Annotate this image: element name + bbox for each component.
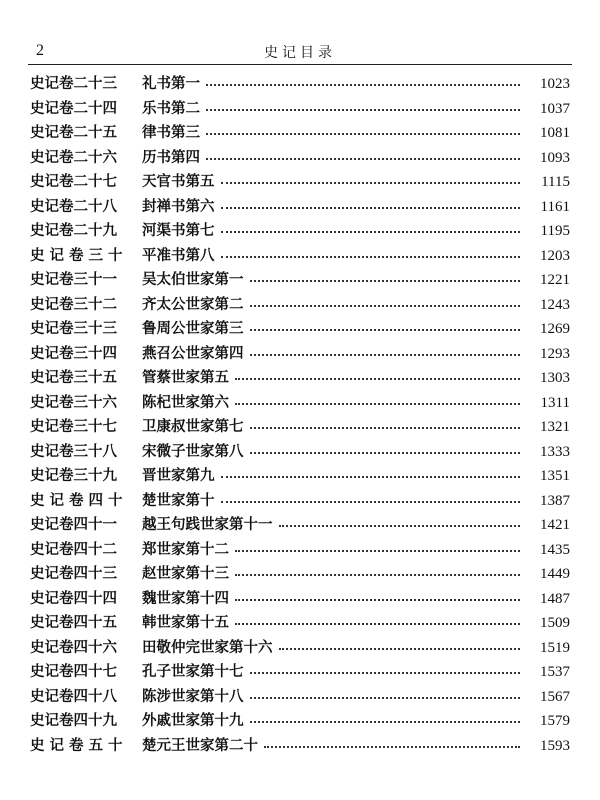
toc-entry-title: 宋微子世家第八 xyxy=(142,442,244,460)
toc-volume-label: 史记卷三十六 xyxy=(30,393,117,411)
toc-entry-title: 卫康叔世家第七 xyxy=(142,418,244,435)
dot-leader xyxy=(221,501,521,503)
toc-entry-title: 陈杞世家第六 xyxy=(142,393,229,411)
toc-volume-label: 史记卷三十七 xyxy=(30,418,117,435)
page-number: 2 xyxy=(36,42,44,59)
toc-entry-title: 魏世家第十四 xyxy=(142,589,229,607)
dot-leader xyxy=(250,721,521,723)
toc-volume-label: 史记卷四十九 xyxy=(30,712,117,729)
toc-row xyxy=(30,219,570,244)
toc-row xyxy=(30,391,570,416)
dot-leader xyxy=(235,550,520,552)
toc-page-number: 1487 xyxy=(540,590,570,607)
toc-page-number: 1351 xyxy=(540,468,570,484)
toc-row xyxy=(30,538,570,563)
toc-row xyxy=(30,170,570,195)
toc-volume-label: 史记卷三十四 xyxy=(30,344,117,362)
dot-leader xyxy=(250,280,521,282)
toc-entry-title: 郑世家第十二 xyxy=(142,540,229,558)
table-of-contents xyxy=(30,72,570,758)
toc-volume-label: 史记卷三十二 xyxy=(30,295,117,313)
toc-row xyxy=(30,440,570,465)
toc-row xyxy=(30,121,570,146)
toc-row xyxy=(30,709,570,734)
toc-entry-title: 燕召公世家第四 xyxy=(142,344,244,362)
toc-volume-label: 史记卷二十五 xyxy=(30,124,117,141)
toc-volume-label: 史记卷四十一 xyxy=(30,516,117,533)
toc-row xyxy=(30,97,570,122)
toc-volume-label: 史记卷四十六 xyxy=(30,638,117,656)
toc-entry-title: 楚元王世家第二十 xyxy=(142,736,258,754)
toc-page-number: 1161 xyxy=(540,198,570,215)
toc-row xyxy=(30,366,570,391)
toc-row xyxy=(30,660,570,685)
dot-leader xyxy=(235,623,520,625)
dot-leader xyxy=(221,182,521,184)
toc-volume-label: 史记卷三十一 xyxy=(30,271,117,288)
toc-page-number: 1579 xyxy=(540,713,570,729)
toc-entry-title: 韩世家第十五 xyxy=(142,614,229,631)
toc-volume-label: 史记卷三十八 xyxy=(30,442,117,460)
toc-page-number: 1449 xyxy=(540,566,570,582)
toc-page-number: 1333 xyxy=(540,443,570,460)
dot-leader xyxy=(221,207,521,209)
dot-leader xyxy=(250,427,521,429)
toc-row xyxy=(30,562,570,587)
dot-leader xyxy=(250,672,521,674)
dot-leader xyxy=(250,452,521,454)
toc-page-number: 1093 xyxy=(540,149,570,166)
toc-volume-label: 史记卷四十 xyxy=(30,491,128,509)
toc-volume-label: 史记卷二十六 xyxy=(30,148,117,166)
dot-leader xyxy=(235,403,520,405)
toc-entry-title: 礼书第一 xyxy=(142,75,200,92)
dot-leader xyxy=(250,329,521,331)
toc-entry-title: 天官书第五 xyxy=(142,173,215,190)
toc-page-number: 1221 xyxy=(540,272,570,288)
dot-leader xyxy=(235,574,520,576)
toc-entry-title: 河渠书第七 xyxy=(142,222,215,239)
toc-page-number: 1311 xyxy=(540,394,570,411)
toc-entry-title: 律书第三 xyxy=(142,124,200,141)
header-rule xyxy=(28,64,572,65)
toc-volume-label: 史记卷四十七 xyxy=(30,663,117,680)
toc-page-number: 1567 xyxy=(540,688,570,705)
toc-volume-label: 史记卷二十九 xyxy=(30,222,117,239)
toc-row xyxy=(30,244,570,269)
toc-volume-label: 史记卷三十三 xyxy=(30,320,117,337)
toc-volume-label: 史记卷四十二 xyxy=(30,540,117,558)
toc-page-number: 1023 xyxy=(540,76,570,92)
toc-page-number: 1387 xyxy=(540,492,570,509)
toc-row xyxy=(30,317,570,342)
toc-row xyxy=(30,415,570,440)
toc-page-number: 1243 xyxy=(540,296,570,313)
toc-page-number: 1037 xyxy=(540,100,570,117)
toc-volume-label: 史记卷四十四 xyxy=(30,589,117,607)
toc-row xyxy=(30,513,570,538)
toc-entry-title: 吴太伯世家第一 xyxy=(142,271,244,288)
toc-entry-title: 鲁周公世家第三 xyxy=(142,320,244,337)
toc-page-number: 1115 xyxy=(541,174,570,190)
toc-volume-label: 史记卷二十七 xyxy=(30,173,117,190)
toc-page-number: 1269 xyxy=(540,321,570,337)
toc-entry-title: 陈涉世家第十八 xyxy=(142,687,244,705)
toc-volume-label: 史记卷三十五 xyxy=(30,369,117,386)
toc-entry-title: 外戚世家第十九 xyxy=(142,712,244,729)
dot-leader xyxy=(250,697,521,699)
page-header xyxy=(28,40,572,64)
toc-volume-label: 史记卷二十三 xyxy=(30,75,117,92)
toc-row xyxy=(30,268,570,293)
toc-page-number: 1435 xyxy=(540,541,570,558)
toc-volume-label: 史记卷三十九 xyxy=(30,467,117,484)
toc-entry-title: 楚世家第十 xyxy=(142,491,215,509)
toc-page-number: 1593 xyxy=(540,737,570,754)
toc-page-number: 1195 xyxy=(540,223,570,239)
toc-volume-label: 史记卷四十五 xyxy=(30,614,117,631)
toc-row xyxy=(30,195,570,220)
toc-row xyxy=(30,611,570,636)
toc-entry-title: 乐书第二 xyxy=(142,99,200,117)
toc-entry-title: 赵世家第十三 xyxy=(142,565,229,582)
toc-page-number: 1293 xyxy=(540,345,570,362)
dot-leader xyxy=(221,476,521,478)
toc-row xyxy=(30,734,570,759)
toc-volume-label: 史记卷四十三 xyxy=(30,565,117,582)
dot-leader xyxy=(206,133,520,135)
toc-entry-title: 平准书第八 xyxy=(142,246,215,264)
toc-entry-title: 管蔡世家第五 xyxy=(142,369,229,386)
toc-entry-title: 越王句践世家第十一 xyxy=(142,516,273,533)
toc-volume-label: 史记卷五十 xyxy=(30,736,128,754)
dot-leader xyxy=(279,648,521,650)
dot-leader xyxy=(250,354,521,356)
dot-leader xyxy=(206,84,520,86)
toc-row xyxy=(30,72,570,97)
dot-leader xyxy=(279,525,521,527)
toc-page-number: 1537 xyxy=(540,664,570,680)
toc-row xyxy=(30,146,570,171)
toc-page-number: 1203 xyxy=(540,247,570,264)
toc-page-number: 1321 xyxy=(540,419,570,435)
toc-row xyxy=(30,685,570,710)
dot-leader xyxy=(221,256,521,258)
toc-entry-title: 晋世家第九 xyxy=(142,467,215,484)
toc-row xyxy=(30,342,570,367)
dot-leader xyxy=(206,109,520,111)
running-title: 史记目录 xyxy=(264,45,336,61)
dot-leader xyxy=(235,599,520,601)
toc-entry-title: 田敬仲完世家第十六 xyxy=(142,638,273,656)
toc-entry-title: 封禅书第六 xyxy=(142,197,215,215)
toc-page-number: 1081 xyxy=(540,125,570,141)
toc-entry-title: 孔子世家第十七 xyxy=(142,663,244,680)
toc-row xyxy=(30,293,570,318)
toc-page-number: 1303 xyxy=(540,370,570,386)
toc-row xyxy=(30,636,570,661)
toc-volume-label: 史记卷二十四 xyxy=(30,99,117,117)
toc-page-number: 1509 xyxy=(540,615,570,631)
toc-row xyxy=(30,587,570,612)
dot-leader xyxy=(206,158,520,160)
toc-row xyxy=(30,489,570,514)
dot-leader xyxy=(264,746,520,748)
toc-volume-label: 史记卷二十八 xyxy=(30,197,117,215)
toc-row xyxy=(30,464,570,489)
toc-page-number: 1519 xyxy=(540,639,570,656)
dot-leader xyxy=(221,231,521,233)
toc-entry-title: 历书第四 xyxy=(142,148,200,166)
toc-volume-label: 史记卷四十八 xyxy=(30,687,117,705)
toc-entry-title: 齐太公世家第二 xyxy=(142,295,244,313)
toc-page-number: 1421 xyxy=(540,517,570,533)
dot-leader xyxy=(250,305,521,307)
dot-leader xyxy=(235,378,520,380)
toc-volume-label: 史记卷三十 xyxy=(30,246,128,264)
